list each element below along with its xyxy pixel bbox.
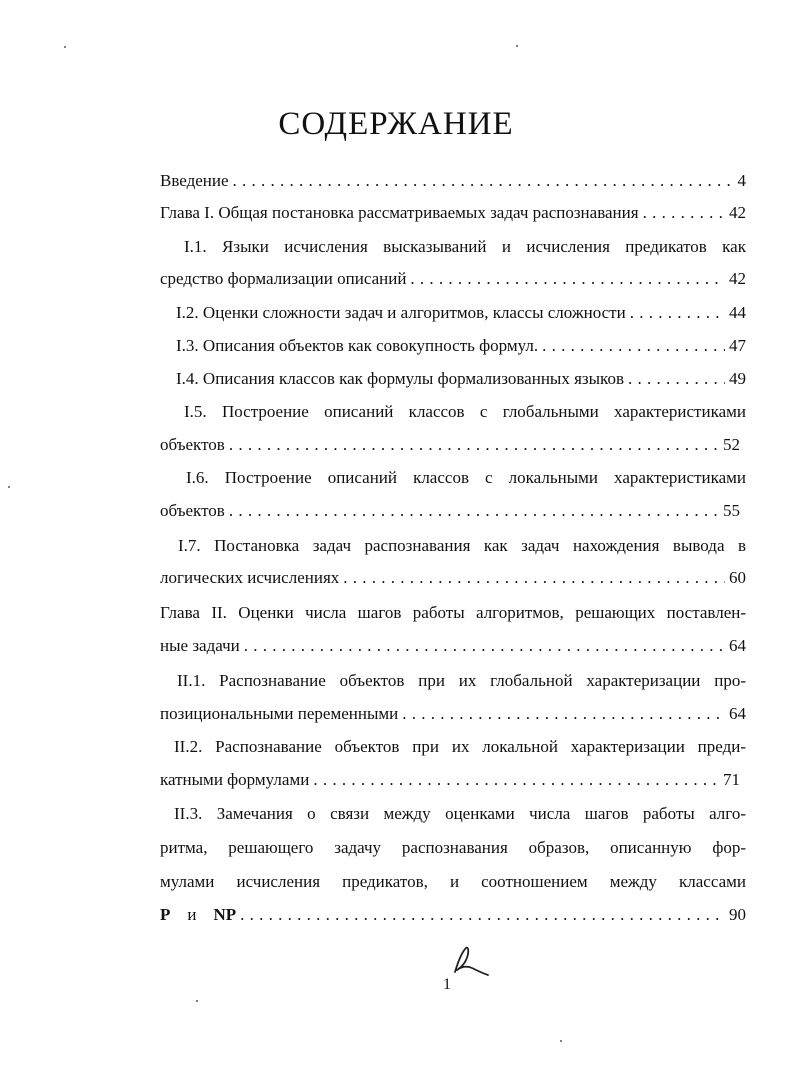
toc-page-number: 4 [737,171,746,190]
toc-entry-introduction [160,170,746,192]
leader-dots [240,904,725,926]
toc-entry-1-1-line-2 [160,268,746,290]
toc-entry-chapter-2-line-2 [160,635,746,657]
toc-entry-1-4 [176,368,746,390]
leader-dots [643,202,725,224]
toc-page-number: 60 [729,568,746,587]
toc-page-number: 64 [729,636,746,655]
toc-page-number: 71 [723,770,740,789]
toc-page-number: 42 [729,269,746,288]
toc-entry-text: объектов [160,501,225,520]
toc-entry-text: средство формализации описаний [160,269,407,288]
leader-dots [402,703,725,725]
toc-page-number: 42 [729,203,746,222]
leader-dots [233,170,734,192]
scan-speck [196,1000,198,1002]
toc-entry-2-2-line-2 [160,769,740,791]
toc-entry-text: Глава I. Общая постановка рассматриваемых задач распознавания [160,203,639,222]
leader-dots [244,635,725,657]
toc-page-number: 49 [729,369,746,388]
toc-entry-2-1-line-1: II.1. Распознавание объектов при их глобальной характеризации про- [177,671,746,690]
toc-entry-1-6-line-2 [160,500,740,522]
toc-entry-2-2-line-1: II.2. Распознавание объектов при их локальной характеризации преди- [174,737,746,756]
toc-entry-1-2 [176,302,746,324]
toc-entry-1-3 [176,335,746,357]
toc-page-number: 55 [723,501,740,520]
toc-entry-2-3-line-3: мулами исчисления предикатов, и соотношением между классами [160,872,746,891]
toc-entry-text: позициональными переменными [160,704,399,723]
toc-entry-text: объектов [160,435,225,454]
toc-entry-text: I.3. Описания объектов как совокупность формул. [176,336,539,355]
conjunction-text: и [187,905,197,924]
toc-entry-text: ные задачи [160,636,240,655]
scan-speck [560,1040,562,1042]
toc-page-number: 47 [729,336,746,355]
toc-entry-text [160,904,236,926]
toc-entry-text: катными формулами [160,770,310,789]
leader-dots [229,434,719,456]
toc-page-number: 90 [729,905,746,924]
page-number: 1 [443,976,451,993]
toc-entry-1-5-line-2 [160,434,740,456]
toc-entry-chapter-2-line-1: Глава II. Оценки числа шагов работы алгоритмов, решающих поставлен- [160,603,746,622]
toc-entry-text: I.2. Оценки сложности задач и алгоритмов, классы сложности [176,303,626,322]
leader-dots [343,567,725,589]
scan-speck [8,486,10,488]
leader-dots [628,368,725,390]
toc-entry-chapter-1 [160,202,746,224]
toc-entry-1-7-line-1: I.7. Постановка задач распознавания как задач нахождения вывода в [178,536,746,555]
toc-entry-2-3-line-1: II.3. Замечания о связи между оценками числа шагов работы алго- [174,804,746,823]
class-np-label: NP [213,905,237,924]
scan-speck [516,45,518,47]
toc-entry-2-3-line-2: ритма, решающего задачу распознавания образов, описанную фор- [160,838,746,857]
toc-page-number: 64 [729,704,746,723]
leader-dots [410,268,725,290]
scan-speck [64,46,66,48]
leader-dots [313,769,719,791]
toc-entry-2-3-line-4 [160,904,746,926]
toc-entry-text: Введение [160,171,229,190]
class-p-label: P [160,905,171,924]
leader-dots [229,500,719,522]
toc-entry-1-7-line-2 [160,567,746,589]
leader-dots [542,335,725,357]
leader-dots [630,302,725,324]
toc-page-number: 44 [729,303,746,322]
toc-entry-1-5-line-1: I.5. Построение описаний классов с глобальными характеристиками [184,402,746,421]
signature-mark [452,944,492,978]
toc-page-number: 52 [723,435,740,454]
toc-entry-1-1-line-1: I.1. Языки исчисления высказываний и исчисления предикатов как [184,237,746,256]
toc-entry-2-1-line-2 [160,703,746,725]
toc-entry-text: логических исчислениях [160,568,340,587]
page-title: СОДЕРЖАНИЕ [278,106,514,142]
toc-entry-text: I.4. Описания классов как формулы формализованных языков [176,369,624,388]
toc-entry-1-6-line-1: I.6. Построение описаний классов с локальными характеристиками [186,468,746,487]
